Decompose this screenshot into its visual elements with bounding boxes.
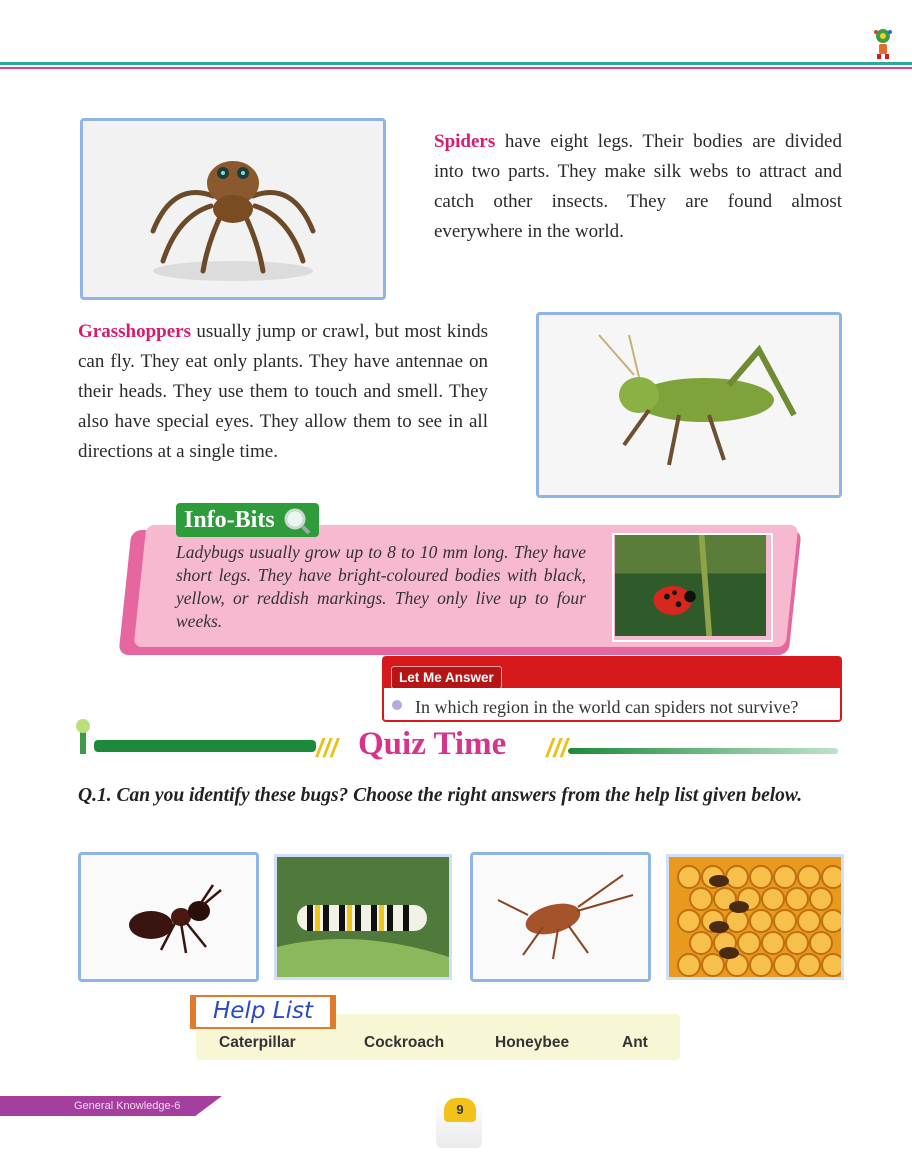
let-me-answer-label: Let Me Answer (391, 666, 502, 689)
info-bits-header (176, 503, 319, 537)
quiz-banner-left-bar (94, 740, 316, 752)
help-item-honeybee: Honeybee (495, 1034, 570, 1051)
help-list-title: Help List (213, 998, 313, 1024)
page-number: 9 (444, 1098, 476, 1122)
mascot-logo-icon (868, 26, 898, 60)
quiz-title: Quiz Time (358, 726, 507, 762)
spiders-term: Spiders (434, 131, 496, 152)
help-item-ant: Ant (622, 1034, 648, 1051)
quiz-slash-left: /// (316, 733, 338, 763)
cockroach-photo (470, 852, 651, 982)
grasshoppers-term: Grasshoppers (78, 321, 191, 342)
quiz-question: Q.1. Can you identify these bugs? Choose the right answers from the help list given below. (78, 785, 803, 806)
ant-photo (78, 852, 259, 982)
footer-book-title: General Knowledge-6 (74, 1100, 181, 1112)
help-item-caterpillar: Caterpillar (219, 1034, 296, 1051)
quiz-slash-right: /// (546, 733, 568, 763)
grasshoppers-text: usually jump or crawl, but most kinds can fly. They eat only plants. They have antennae on their heads. They use them to touch and smell. They also have special eyes. They allow them to see in all directions at a single time. (78, 321, 488, 462)
bullet-icon (392, 700, 402, 710)
sprout-icon (74, 718, 92, 754)
spiders-text: have eight legs. Their bodies are divided into two parts. They make silk webs to attract and catch other insects. They are found almost everywhere in the world. (434, 131, 842, 242)
grasshopper-photo (536, 312, 842, 498)
let-me-answer-question: In which region in the world can spiders not survive? (415, 697, 799, 717)
caterpillar-photo (274, 854, 452, 980)
help-item-cockroach: Cockroach (364, 1034, 445, 1051)
quiz-banner-right-bar (568, 748, 838, 754)
info-bits-text: Ladybugs usually grow up to 8 to 10 mm long. They have short legs. They have bright-coloured bodies with black, yellow, or reddish markings. They only live up to four weeks. (176, 542, 586, 631)
magnifier-icon (283, 507, 311, 540)
help-list-tag (190, 995, 336, 1029)
spiders-paragraph (434, 127, 842, 247)
header-rule (0, 62, 912, 72)
info-bits-title: Info-Bits (184, 507, 275, 533)
grasshoppers-paragraph (78, 317, 488, 467)
spider-photo (80, 118, 386, 300)
ladybug-photo (612, 533, 773, 642)
honeybee-photo (666, 854, 844, 980)
